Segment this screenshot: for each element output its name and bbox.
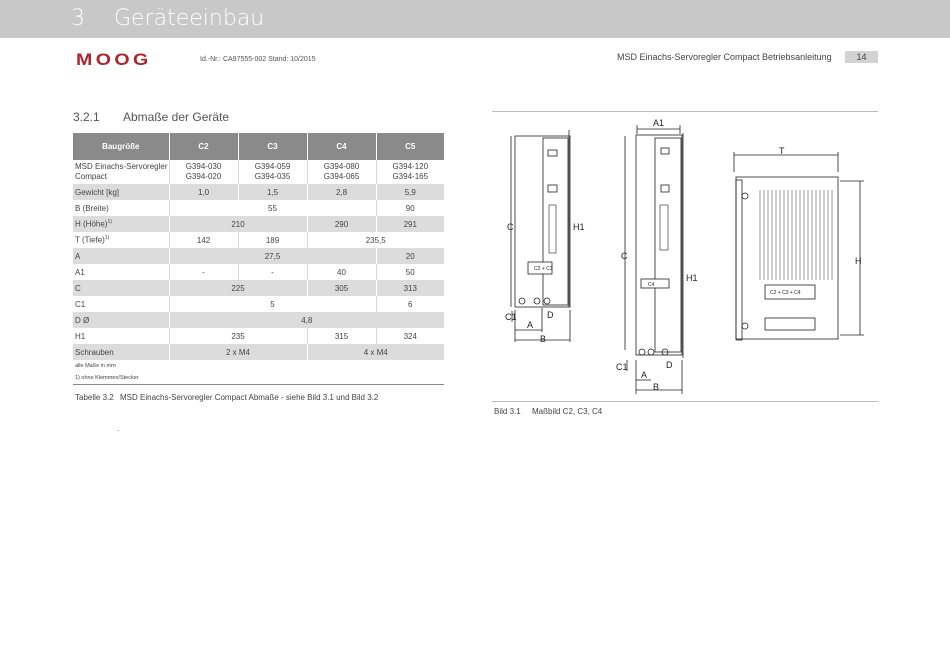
table-note-row: [73, 360, 444, 372]
table-note: alle Maße in mm: [73, 360, 444, 372]
table-cell: 5,9: [376, 184, 444, 200]
table-cell: 210: [169, 216, 307, 232]
table-row-depth: [73, 232, 444, 248]
table-header: C5: [376, 133, 444, 160]
label-h1: H1: [686, 273, 698, 283]
table-row-models: [73, 160, 444, 184]
tag-c4: C4: [648, 282, 655, 288]
figure-caption-number: Bild 3.1: [494, 407, 521, 416]
table-row-width: [73, 200, 444, 216]
table-cell: 324: [376, 328, 444, 344]
document-title: MSD Einachs-Servoregler Compact Betriebsanleitung: [617, 52, 832, 62]
label-h: H: [855, 256, 862, 266]
table-cell: C: [73, 280, 169, 296]
table-row-a: [73, 248, 444, 264]
table-cell: 1,5: [238, 184, 307, 200]
table-cell: D Ø: [73, 312, 169, 328]
table-cell: A: [73, 248, 169, 264]
label-box-c4: [641, 279, 669, 288]
table-cell: C1: [73, 296, 169, 312]
footnote-marker: 1): [104, 235, 110, 242]
chapter-number: 3: [71, 6, 85, 31]
table-cell: 1,0: [169, 184, 238, 200]
section-title: Abmaße der Geräte: [123, 110, 230, 124]
dimensions-table: [73, 133, 444, 385]
table-row-c1: [73, 296, 444, 312]
table-header: C2: [169, 133, 238, 160]
document-id: Id.-Nr.: CA97555-002 Stand: 10/2015: [200, 56, 316, 63]
table-header-row: [73, 133, 444, 160]
table-cell: 5: [169, 296, 376, 312]
table-cell: 142: [169, 232, 238, 248]
table-row-weight: [73, 184, 444, 200]
footnote-marker: 1): [107, 219, 112, 226]
device-c2c3-body: [515, 136, 570, 307]
label-a: A: [527, 320, 534, 330]
table-header: C4: [307, 133, 376, 160]
page-number: 14: [845, 51, 878, 63]
model-code: G394-059: [254, 162, 291, 171]
table-cell: 90: [376, 200, 444, 216]
label-c: C: [621, 251, 628, 261]
table-cell: H1: [73, 328, 169, 344]
table-row-screws: [73, 344, 444, 360]
model-code: G394-020: [185, 172, 222, 181]
chapter-title: Geräteeinbau: [114, 6, 265, 31]
table-cell: 315: [307, 328, 376, 344]
table-cell: 235,5: [307, 232, 444, 248]
table-row-a1: [73, 264, 444, 280]
table-cell: 40: [307, 264, 376, 280]
table-header: Baugröße: [73, 133, 169, 160]
row-label: Compact: [75, 172, 108, 181]
device-side-body: [736, 177, 838, 339]
label-b: B: [540, 334, 547, 344]
table-cell: 290: [307, 216, 376, 232]
table-cell: Gewicht [kg]: [73, 184, 169, 200]
section-heading: [73, 110, 229, 124]
row-label: T (Tiefe): [75, 235, 105, 245]
table-caption-number: Tabelle 3.2: [75, 393, 114, 402]
model-code: G394-120: [392, 162, 429, 171]
table-cell: 189: [238, 232, 307, 248]
table-cell: 305: [307, 280, 376, 296]
table-cell: [73, 232, 169, 248]
label-c1: C1: [505, 312, 517, 322]
table-cell: [169, 160, 238, 184]
table-cell: 20: [376, 248, 444, 264]
row-label: H (Höhe): [75, 219, 108, 229]
table-cell: [73, 216, 169, 232]
table-cell: [238, 160, 307, 184]
model-code: G394-035: [254, 172, 291, 181]
label-d: D: [666, 360, 673, 370]
device-c4-body: [636, 135, 682, 355]
stray-mark: .: [117, 424, 120, 433]
table-caption-text: MSD Einachs-Servoregler Compact Abmaße - siehe Bild 3.1 und Bild 3.2: [120, 393, 379, 402]
table-cell: [307, 160, 376, 184]
figure-bottom-rule: [492, 401, 878, 402]
label-b: B: [653, 382, 660, 392]
label-h1: H1: [573, 222, 585, 232]
table-cell: -: [169, 264, 238, 280]
table-cell: 291: [376, 216, 444, 232]
table-cell: A1: [73, 264, 169, 280]
label-d: D: [547, 310, 554, 320]
table-cell: 2 x M4: [169, 344, 307, 360]
table-cell: B (Breite): [73, 200, 169, 216]
table-row-h1: [73, 328, 444, 344]
label-t: T: [779, 146, 785, 156]
table-cell: -: [238, 264, 307, 280]
table-cell: [73, 160, 169, 184]
row-label: MSD Einachs-Servoregler: [75, 162, 168, 171]
table-caption: [75, 393, 378, 402]
table-note: 1) ohne Klemmen/Stecker: [73, 372, 444, 385]
table-cell: 225: [169, 280, 307, 296]
section-number: 3.2.1: [73, 110, 100, 124]
table-cell: [376, 160, 444, 184]
table-cell: 6: [376, 296, 444, 312]
table-header: C3: [238, 133, 307, 160]
table-cell: 2,8: [307, 184, 376, 200]
tag-side: C2 + C3 + C4: [770, 290, 801, 296]
table-cell: 4 x M4: [307, 344, 444, 360]
table-cell: 313: [376, 280, 444, 296]
table-row-height: [73, 216, 444, 232]
tag-c2c3: C2 + C3: [534, 266, 553, 272]
dimension-drawing: [492, 112, 878, 400]
table-cell: 50: [376, 264, 444, 280]
label-a: A: [641, 370, 648, 380]
table-cell: 235: [169, 328, 307, 344]
table-cell: 55: [169, 200, 376, 216]
table-note-row: [73, 372, 444, 385]
table-row-c: [73, 280, 444, 296]
table-row-d: [73, 312, 444, 328]
model-code: G394-080: [323, 162, 360, 171]
table-cell: Schrauben: [73, 344, 169, 360]
model-code: G394-065: [323, 172, 360, 181]
label-c: C: [507, 222, 514, 232]
figure-caption-text: Maßbild C2, C3, C4: [532, 407, 603, 416]
table-cell: 27,5: [169, 248, 376, 264]
model-code: G394-030: [185, 162, 222, 171]
figure-caption: [494, 407, 602, 416]
model-code: G394-165: [392, 172, 429, 181]
label-a1: A1: [653, 118, 665, 128]
moog-logo: MOOG: [76, 50, 152, 69]
table-cell: 4,8: [169, 312, 444, 328]
label-c1: C1: [616, 362, 628, 372]
